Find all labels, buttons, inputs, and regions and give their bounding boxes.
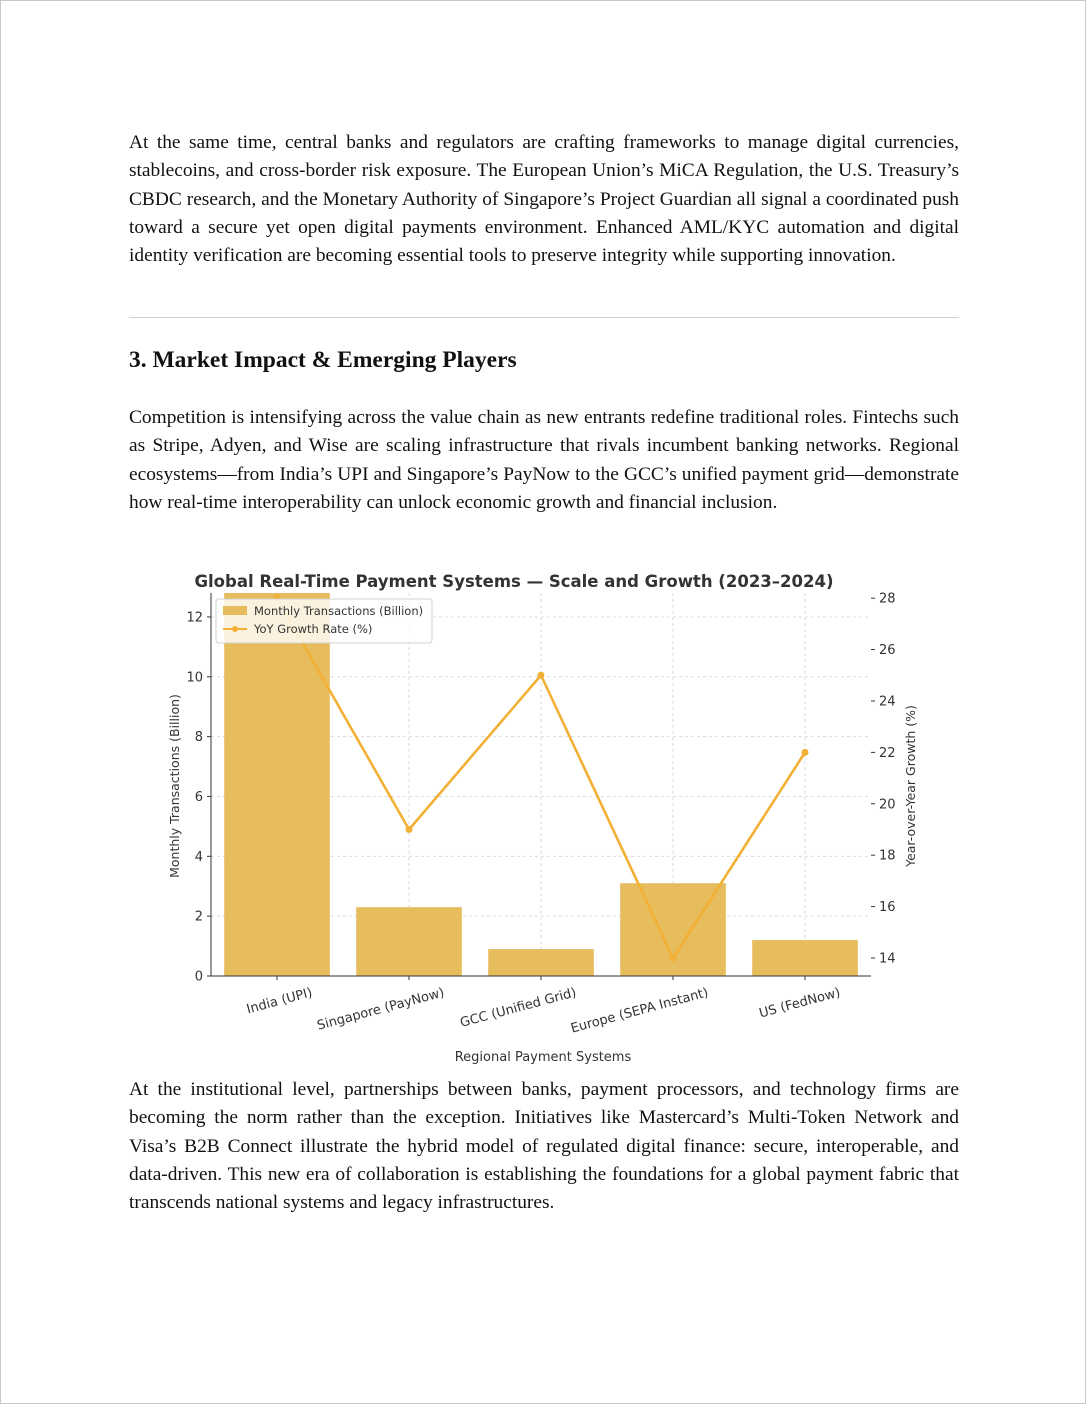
chart-title: Global Real-Time Payment Systems — Scale and Growth (2023–2024) bbox=[194, 572, 834, 591]
bar bbox=[488, 949, 594, 976]
bar bbox=[224, 593, 330, 976]
paragraph-regulation: At the same time, central banks and regulators are crafting frameworks to manage digital currencies, stablecoins, and cross-border risk exposure. The European Union’s MiCA Regulation, the U.S. Treasury’s CBDC research, and the Monetary Authority of Singapore’s Project Guardian all signal a coordinated push toward a secure yet open digital payments environment. Enhanced AML/KYC automation and digital identity verification are becoming essential tools to preserve integrity while supporting innovation. bbox=[129, 132, 959, 267]
left-tick-label: 12 bbox=[186, 610, 203, 626]
right-tick-label: 22 bbox=[879, 745, 896, 761]
growth-point bbox=[802, 749, 809, 756]
left-tick-label: 8 bbox=[194, 730, 203, 746]
left-tick-label: 2 bbox=[194, 909, 203, 925]
legend-bar-swatch bbox=[223, 606, 247, 615]
right-tick-label: 24 bbox=[879, 694, 896, 710]
legend-bar-label: Monthly Transactions (Billion) bbox=[254, 604, 424, 618]
bar bbox=[752, 940, 858, 976]
growth-point bbox=[538, 672, 545, 679]
right-tick-label: 16 bbox=[879, 900, 896, 916]
x-tick-label: Singapore (PayNow) bbox=[315, 985, 447, 1034]
left-tick-label: 6 bbox=[194, 789, 203, 805]
x-tick-label: India (UPI) bbox=[245, 985, 315, 1018]
paragraph-competition: Competition is intensifying across the value chain as new entrants redefine traditional roles. Fintechs such as Stripe, Adyen, and Wise are scaling infrastructure that rivals incumbent banking networks. Regional ecosystems—from India’s UPI and Singapore’s PayNow to the GCC’s unified payment grid—demonstrate how real-time interoperability can unlock economic growth and financial inclusion. bbox=[129, 407, 959, 513]
growth-point bbox=[670, 955, 677, 962]
left-axis-label: Monthly Transactions (Billion) bbox=[167, 694, 182, 878]
bar bbox=[620, 883, 726, 976]
chart-legend bbox=[216, 599, 432, 643]
section-heading: 3. Market Impact & Emerging Players bbox=[129, 347, 517, 373]
x-tick-label: US (FedNow) bbox=[757, 985, 843, 1022]
right-axis-ticks bbox=[871, 592, 896, 967]
growth-point bbox=[406, 826, 413, 833]
x-axis-label: Regional Payment Systems bbox=[454, 1050, 632, 1065]
right-tick-label: 14 bbox=[879, 951, 896, 967]
right-axis-label: Year-over-Year Growth (%) bbox=[903, 705, 918, 867]
bar bbox=[356, 907, 462, 976]
x-tick-label: GCC (Unified Grid) bbox=[458, 985, 579, 1031]
right-tick-label: 26 bbox=[879, 643, 896, 659]
section-divider bbox=[129, 317, 959, 318]
left-tick-label: 4 bbox=[194, 849, 203, 865]
left-tick-label: 0 bbox=[194, 969, 203, 985]
paragraph-partnerships: At the institutional level, partnerships between banks, payment processors, and technology firms are becoming the norm rather than the exception. Initiatives like Mastercard’s Multi-Token Network and Visa’s B2B Connect illustrate the hybrid model of regulated digital finance: secure, interoperable, and data-driven. This new era of collaboration is establishing the foundations for a global payment fabric that transcends national systems and legacy infrastructures. bbox=[129, 1079, 959, 1214]
legend-line-label: YoY Growth Rate (%) bbox=[254, 622, 373, 636]
payment-systems-chart bbox=[161, 563, 921, 1069]
right-tick-label: 28 bbox=[879, 591, 896, 607]
legend-line-marker bbox=[232, 626, 238, 632]
x-axis-ticks bbox=[245, 976, 842, 1037]
left-tick-label: 10 bbox=[186, 670, 203, 686]
x-tick-label: Europe (SEPA Instant) bbox=[569, 985, 711, 1037]
right-tick-label: 18 bbox=[879, 848, 896, 864]
left-axis-ticks bbox=[186, 610, 211, 984]
right-tick-label: 20 bbox=[879, 797, 896, 813]
